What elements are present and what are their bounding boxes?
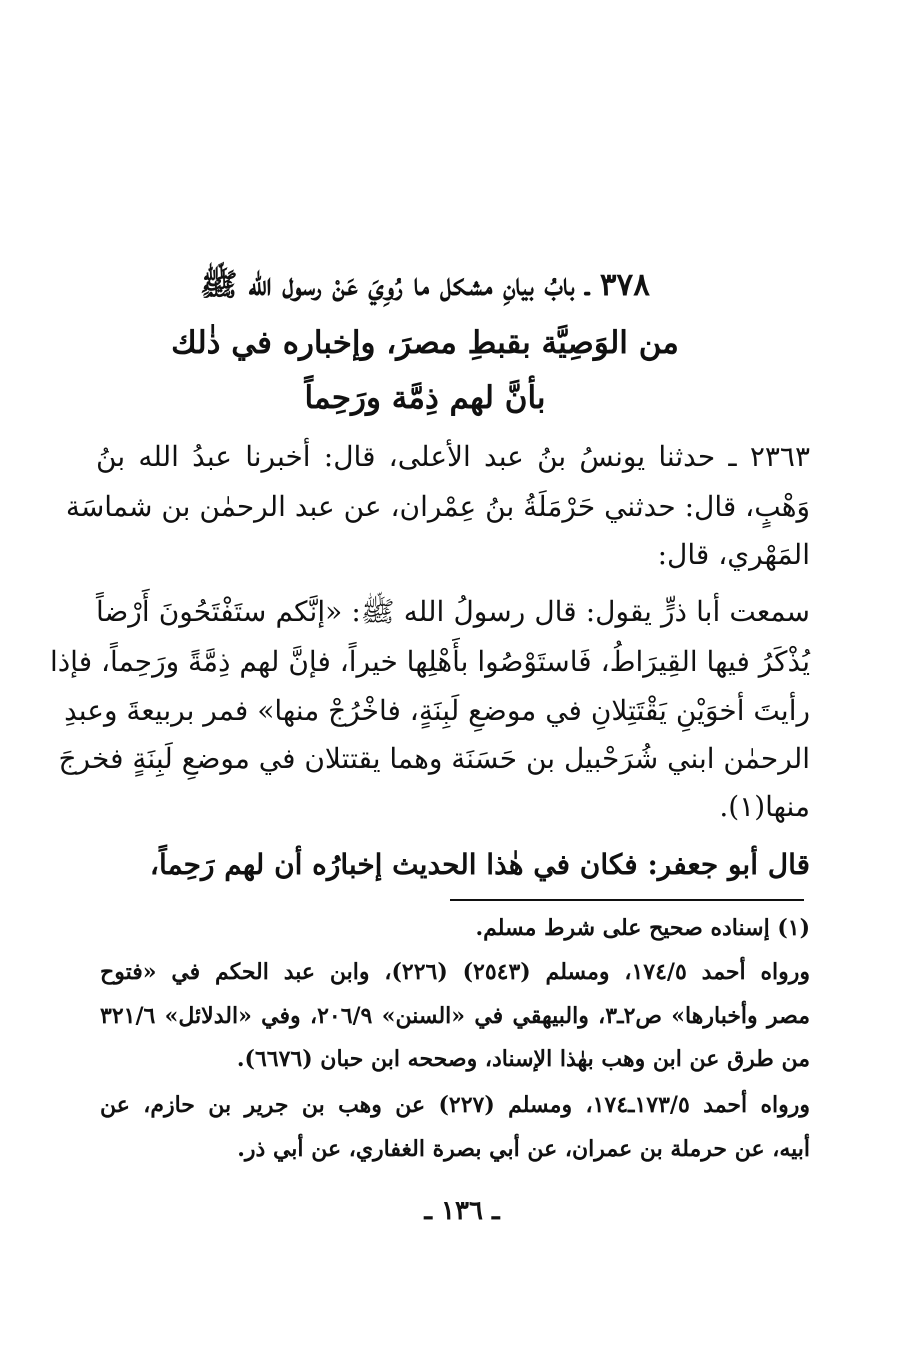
page-number: ـ ١٣٦ ـ [424,1196,500,1226]
chapter-heading-line-2: من الوَصِيَّة بقبطِ مصرَ، وإخباره في ذٰلك [171,325,679,361]
hadith-line-4: الرحمٰن ابني شُرَحْبيل بن حَسَنَة وهما يقتتلان في موضعِ لَبِنَةٍ فخرجَ [58,742,810,775]
footnote-line-3: مصر وأخبارها» ص٢ـ٣، والبيهقي في «السنن» ٢٠٦/٩، وفي «الدلائل» ٣٢١/٦ [100,1003,810,1029]
hadith-line-1: سمعت أبا ذرٍّ يقول: قال رسولُ الله ﷺ: «إنَّكم ستَفْتَحُونَ أَرْضاً [96,595,810,628]
comment-line-1: قال أبو جعفر: فكان في هٰذا الحديث إخبارُه أن لهم رَحِماً، [149,848,810,881]
footnote-separator [450,899,804,901]
footnote-line-6: أبيه، عن حرملة بن عمران، عن أبي بصرة الغفاري، عن أبي ذر. [237,1136,810,1162]
hadith-line-3: رأيتَ أخوَيْنِ يَقْتَتِلانِ في موضعِ لَبِنَةٍ، فاخْرُجْ منها» فمر بربيعةَ وعبدِ [64,694,810,727]
footnote-line-1: (١) إسناده صحيح على شرط مسلم. [475,915,810,941]
chapter-heading-line-3: بأنَّ لهم ذِمَّة ورَحِماً [304,380,546,416]
footnote-line-5: ورواه أحمد ١٧٣/٥ـ١٧٤، ومسلم (٢٢٧) عن وهب بن جرير بن حازم، عن [100,1092,810,1118]
hadith-line-5: منها(١). [719,790,810,823]
footnote-line-2: ورواه أحمد ١٧٤/٥، ومسلم (٢٥٤٣) (٢٢٦)، وابن عبد الحكم في «فتوح [100,959,811,985]
hadith-line-2: يُذْكَرُ فيها القِيرَاطُ، فَاستَوْصُوا بأَهْلِها خيراً، فإنَّ لهم ذِمَّةً ورَحِماً، فإذا [49,645,810,678]
isnad-line-3: المَهْري، قال: [657,538,810,571]
isnad-line-2: وَهْبٍ، قال: حدثني حَرْمَلَةُ بنُ عِمْران، عن عبد الرحمٰن بن شماسَة [65,490,810,523]
footnote-line-4: من طرق عن ابن وهب بهٰذا الإسناد، وصححه ابن حبان (٦٦٧٦). [236,1046,810,1072]
isnad-line-1: ٢٣٦٣ ـ حدثنا يونسُ بنُ عبد الأعلى، قال: أخبرنا عبدُ الله بنُ [96,440,810,473]
chapter-heading-line-1: ٣٧٨ ـ بابُ بيانِ مشكل ما رُوِيَ عَنْ رسول الله ﷺ [200,267,650,303]
